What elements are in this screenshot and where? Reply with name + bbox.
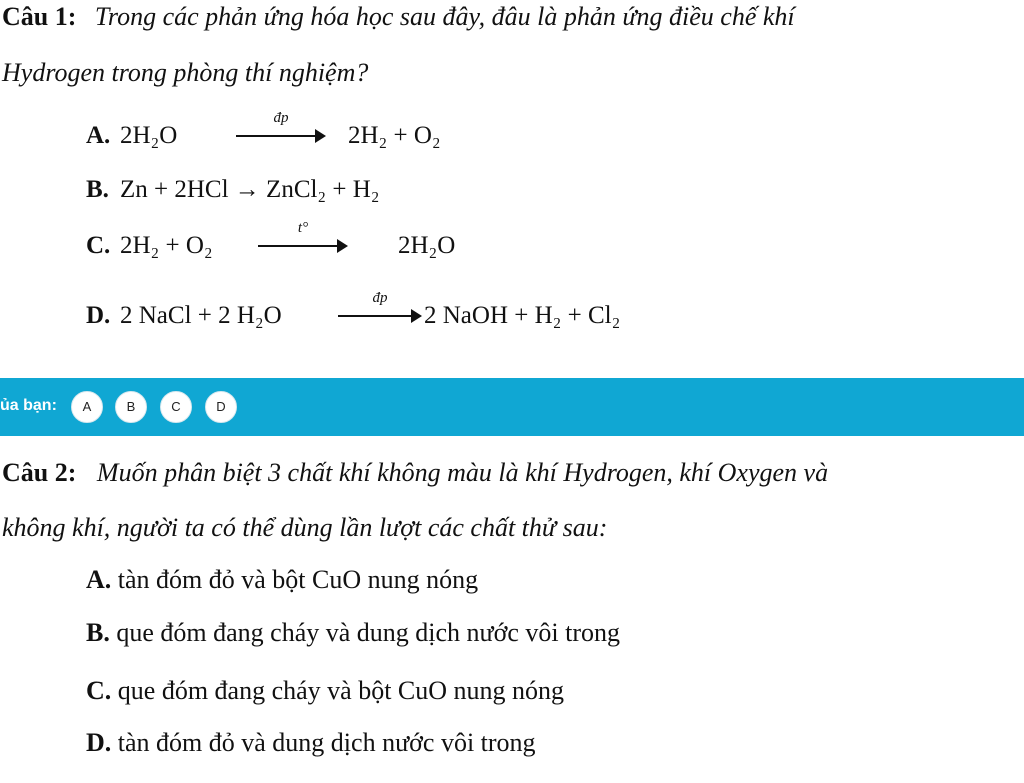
option-a-products: 2H₂ + O₂ xyxy=(348,122,441,149)
question1-line1 xyxy=(2,2,795,32)
arrow-right-icon xyxy=(337,239,348,253)
option-c-arrow xyxy=(258,220,348,260)
question1-line2 xyxy=(2,58,368,88)
option-c-letter: C. xyxy=(86,676,112,705)
choice-button-c[interactable]: C xyxy=(160,391,192,423)
question2-option-b xyxy=(86,618,620,648)
option-a-arrow xyxy=(236,110,326,150)
question2-text-line1: Muốn phân biệt 3 chất khí không màu là khí Hydrogen, khí Oxygen và xyxy=(96,458,829,487)
option-c-letter: C. xyxy=(86,232,111,259)
option-d-arrow xyxy=(338,290,422,330)
option-a-letter: A. xyxy=(86,122,111,149)
option-d-text: tàn đóm đỏ và dung dịch nước vôi trong xyxy=(117,728,536,757)
question1-text-line1: Trong các phản ứng hóa học sau đây, đâu là phản ứng điều chế khí xyxy=(94,2,795,31)
option-a-reactants: 2H₂O xyxy=(120,122,178,149)
option-d-letter: D. xyxy=(86,302,111,329)
option-c-text: que đóm đang cháy và bột CuO nung nóng xyxy=(117,676,565,705)
question2-line1 xyxy=(2,458,828,488)
option-b-letter: B. xyxy=(86,618,110,647)
question2-option-d xyxy=(86,728,536,758)
option-a-arrow-label: đp xyxy=(273,110,289,126)
choice-button-d[interactable]: D xyxy=(205,391,237,423)
question1-text-line2: Hydrogen trong phòng thí nghiệm? xyxy=(2,58,369,87)
option-d-reactants: 2 NaCl + 2 H₂O xyxy=(120,302,282,329)
option-b-equation: Zn + 2HCl → ZnCl₂ + H₂ xyxy=(120,176,380,203)
arrow-right-icon xyxy=(411,309,422,323)
option-b-text: que đóm đang cháy và dung dịch nước vôi trong xyxy=(116,618,621,647)
question1-number: Câu 1: xyxy=(2,2,77,31)
arrow-right-icon xyxy=(315,129,326,143)
question2-line2 xyxy=(2,513,607,543)
question2-text-line2: không khí, người ta có thể dùng lần lượt các chất thử sau: xyxy=(2,513,608,542)
question2-option-a xyxy=(86,565,478,595)
choice-button-b[interactable]: B xyxy=(115,391,147,423)
option-a-text: tàn đóm đỏ và bột CuO nung nóng xyxy=(117,565,479,594)
question2-option-c xyxy=(86,676,564,706)
choice-button-a[interactable]: A xyxy=(71,391,103,423)
option-c-products: 2H₂O xyxy=(398,232,456,259)
answer-bar xyxy=(0,378,1024,436)
answer-label: ủa bạn: xyxy=(0,397,57,414)
option-c-reactants: 2H₂ + O₂ xyxy=(120,232,213,259)
question2-number: Câu 2: xyxy=(2,458,77,487)
option-d-products: 2 NaOH + H₂ + Cl₂ xyxy=(424,302,621,329)
option-d-arrow-label: đp xyxy=(372,290,388,306)
option-b-letter: B. xyxy=(86,176,109,203)
option-d-letter: D. xyxy=(86,728,112,757)
option-c-arrow-label: t° xyxy=(297,220,309,236)
option-a-letter: A. xyxy=(86,565,112,594)
